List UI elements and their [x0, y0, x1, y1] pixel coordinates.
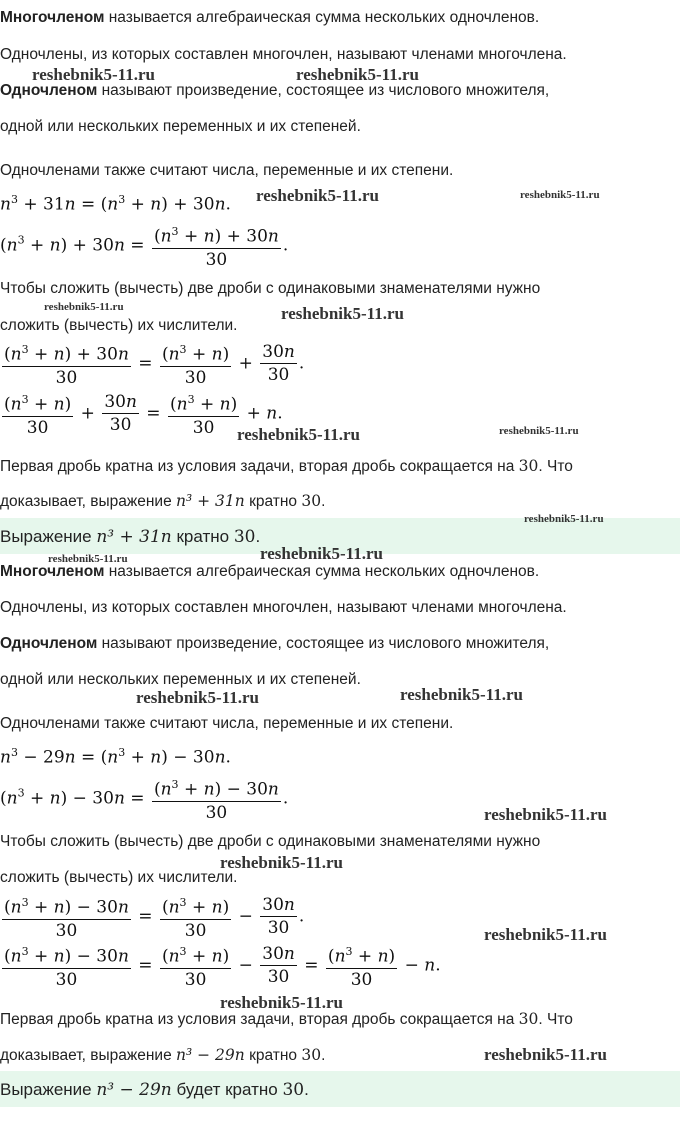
conclusion-line-2: доказывает, выражение n³ − 29n кратно 30.	[0, 1046, 326, 1064]
watermark: reshebnik5-11.ru	[48, 553, 128, 565]
watermark: reshebnik5-11.ru	[484, 1045, 607, 1064]
watermark: reshebnik5-11.ru	[220, 993, 343, 1012]
fraction: $\frac{(n^3 + n) - 30n}{30}$	[2, 893, 131, 941]
watermark: reshebnik5-11.ru	[44, 301, 124, 313]
equation-4: $\frac{(n^3 + n) - 30n}{30}$ = $\frac{(n^3 + n)}{30}$ − $\frac{30n}{30}$ = $\frac{(n^3 + n)}{30}$ − n.	[0, 942, 441, 990]
rule-line-1: Чтобы сложить (вычесть) две дроби с одинаковыми знаменателями нужно	[0, 833, 541, 850]
equation-1: $n^3 + 31n = (n^3 + n) + 30n$.	[0, 193, 231, 215]
answer-2: Выражение n³ − 29n будет кратно 30.	[0, 1080, 309, 1100]
equation-3: $\frac{(n^3 + n) + 30n}{30}$ = $\frac{(n^3 + n)}{30}$ + $\frac{30n}{30}$ .	[0, 340, 304, 388]
fraction: $\frac{(n^3 + n) - 30n}{30}$	[2, 942, 131, 990]
watermark: reshebnik5-11.ru	[400, 685, 523, 704]
fraction: $\frac{(n^3 + n) - 30n}{30}$	[152, 775, 281, 823]
watermark: reshebnik5-11.ru	[256, 186, 379, 205]
equation-1: $n^3 - 29n = (n^3 + n) - 30n$.	[0, 746, 231, 768]
fraction: $\frac{(n^3 + n)}{30}$	[2, 390, 73, 438]
watermark: reshebnik5-11.ru	[484, 925, 607, 944]
watermark: reshebnik5-11.ru	[520, 189, 600, 201]
fraction: $\frac{(n^3 + n) + 30n}{30}$	[2, 340, 131, 388]
definition-monomial: Одночленом называют произведение, состоящее из числового множителя,	[0, 82, 550, 99]
definition-monomial-numbers: Одночленами также считают числа, переменные и их степени.	[0, 162, 454, 179]
fraction: $\frac{(n^3 + n)}{30}$	[160, 340, 231, 388]
watermark: reshebnik5-11.ru	[260, 544, 383, 563]
equation-3: $\frac{(n^3 + n) - 30n}{30}$ = $\frac{(n^3 + n)}{30}$ − $\frac{30n}{30}$ .	[0, 893, 304, 941]
equation-2: $(n^3 + n) - 30n$ = $\frac{(n^3 + n) - 30n}{30}$ .	[0, 775, 288, 823]
fraction: $\frac{(n^3 + n)}{30}$	[326, 942, 397, 990]
fraction: $\frac{30n}{30}$	[262, 944, 295, 988]
watermark: reshebnik5-11.ru	[281, 304, 404, 323]
definition-monomial: Одночленом называют произведение, состоящее из числового множителя,	[0, 635, 550, 652]
definition-monomial-numbers: Одночленами также считают числа, переменные и их степени.	[0, 715, 454, 732]
definition-polynomial: Многочленом называется алгебраическая сумма нескольких одночленов.	[0, 563, 540, 580]
fraction: $\frac{(n^3 + n)}{30}$	[160, 893, 231, 941]
conclusion-line-2: доказывает, выражение n³ + 31n кратно 30.	[0, 492, 326, 510]
watermark: reshebnik5-11.ru	[32, 65, 155, 84]
definition-monomial-cont: одной или нескольких переменных и их степеней.	[0, 118, 361, 135]
equation-4: $\frac{(n^3 + n)}{30}$ + $\frac{30n}{30}$ = $\frac{(n^3 + n)}{30}$ + n.	[0, 390, 283, 438]
watermark: reshebnik5-11.ru	[499, 425, 579, 437]
definition-polynomial-members: Одночлены, из которых составлен многочлен, называют членами многочлена.	[0, 46, 567, 63]
conclusion-line-1: Первая дробь кратна из условия задачи, вторая дробь сокращается на 30. Что	[0, 457, 573, 475]
watermark: reshebnik5-11.ru	[484, 805, 607, 824]
answer-1: Выражение n³ + 31n кратно 30.	[0, 527, 261, 547]
fraction: $\frac{(n^3 + n)}{30}$	[160, 942, 231, 990]
fraction: $\frac{(n^3 + n)}{30}$	[168, 390, 239, 438]
watermark: reshebnik5-11.ru	[136, 688, 259, 707]
definition-polynomial: Многочленом называется алгебраическая сумма нескольких одночленов.	[0, 9, 540, 26]
fraction: $\frac{30n}{30}$	[262, 895, 295, 939]
conclusion-line-1: Первая дробь кратна из условия задачи, вторая дробь сокращается на 30. Что	[0, 1010, 573, 1028]
watermark: reshebnik5-11.ru	[524, 513, 604, 525]
watermark: reshebnik5-11.ru	[220, 853, 343, 872]
definition-monomial-cont: одной или нескольких переменных и их степеней.	[0, 671, 361, 688]
definition-polynomial-members: Одночлены, из которых составлен многочлен, называют членами многочлена.	[0, 599, 567, 616]
fraction: $\frac{(n^3 + n) + 30n}{30}$	[152, 222, 281, 270]
rule-line-2: сложить (вычесть) их числители.	[0, 869, 238, 886]
watermark: reshebnik5-11.ru	[237, 425, 360, 444]
rule-line-1: Чтобы сложить (вычесть) две дроби с одинаковыми знаменателями нужно	[0, 280, 541, 297]
fraction: $\frac{30n}{30}$	[104, 392, 137, 436]
watermark: reshebnik5-11.ru	[296, 65, 419, 84]
rule-line-2: сложить (вычесть) их числители.	[0, 317, 238, 334]
equation-2: $(n^3 + n) + 30n$ = $\frac{(n^3 + n) + 30n}{30}$ .	[0, 222, 288, 270]
fraction: $\frac{30n}{30}$	[262, 342, 295, 386]
